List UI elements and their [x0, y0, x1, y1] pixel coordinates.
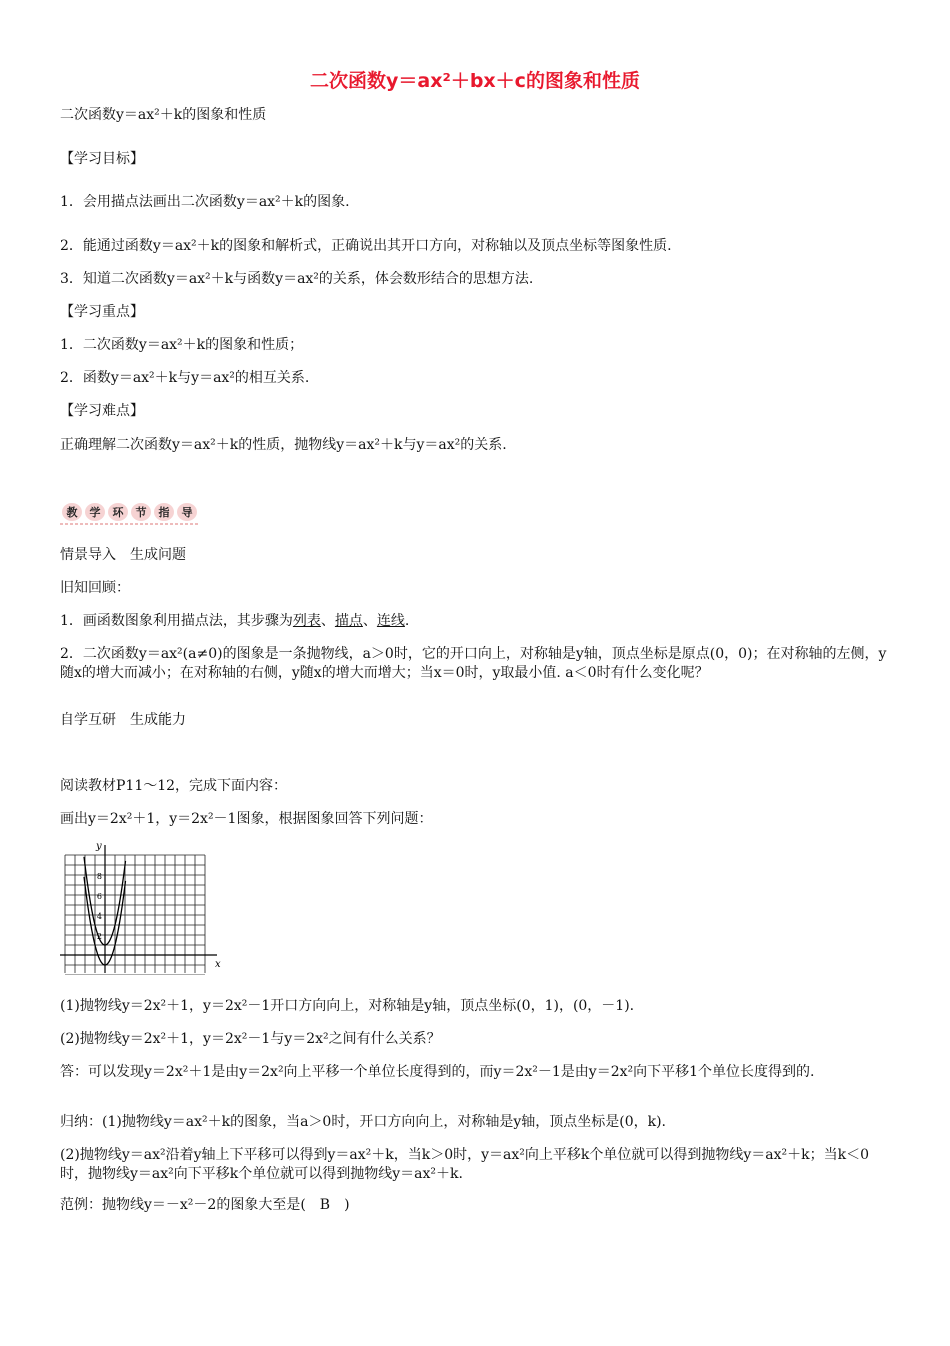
banner-char: 教	[66, 506, 78, 519]
banner-char: 环	[112, 506, 124, 519]
draw-task: 画出y＝2x²＋1，y＝2x²－1图象，根据图象回答下列问题：	[60, 811, 433, 827]
review-item-2: 2．二次函数y＝ax²(a≠0)的图象是一条抛物线，a＞0时，它的开口向上，对称轴是y轴，顶点坐标是原点(0，0)；在对称轴的左侧，y随x的增大而减小；在对称轴的右侧，y随x的增大而增大；当x＝0时，y取最小值. a＜0时有什么变化呢？	[60, 646, 887, 681]
question-1: (1)抛物线y＝2x²＋1，y＝2x²－1开口方向向上，对称轴是y轴，顶点坐标(0，1)，(0，－1).	[60, 998, 635, 1014]
summary-1: 归纳：(1)抛物线y＝ax²＋k的图象，当a＞0时，开口方向向上，对称轴是y轴，顶点坐标是(0，k).	[60, 1114, 667, 1130]
section-situation: 情景导入 生成问题	[60, 547, 186, 563]
subtitle: 二次函数y＝ax²＋k的图象和性质	[60, 107, 267, 123]
review-label: 旧知回顾：	[60, 580, 130, 596]
banner-char: 学	[89, 506, 101, 519]
goal-2: 2．能通过函数y＝ax²＋k的图象和解析式，正确说出其开口方向，对称轴以及顶点坐标等图象性质.	[60, 238, 672, 254]
answer-text: 答：可以发现y＝2x²＋1是由y＝2x²向上平移一个单位长度得到的，而y＝2x²－1是由y＝2x²向下平移1个单位长度得到的.	[60, 1064, 815, 1080]
y-tick-label: 6	[96, 892, 102, 901]
parabola-chart	[60, 840, 230, 975]
question-2: (2)抛物线y＝2x²＋1，y＝2x²－1与y＝2x²之间有什么关系？	[60, 1031, 441, 1047]
y-tick-label: 8	[96, 872, 102, 881]
summary-2: (2)抛物线y＝ax²沿着y轴上下平移可以得到y＝ax²＋k，当k＞0时，y＝ax²向上平移k个单位就可以得到抛物线y＝ax²＋k；当k＜0时，抛物线y＝ax²向下平移k个单位就可以得到抛物线y＝ax²＋k.	[60, 1147, 870, 1182]
review-item-1: 1．画函数图象利用描点法，其步骤为列表、描点、连线.	[60, 613, 410, 629]
teaching-guide-banner	[60, 500, 200, 526]
reading-instruction: 阅读教材P11～12，完成下面内容：	[60, 778, 288, 794]
key-2: 2．函数y＝ax²＋k与y＝ax²的相互关系.	[60, 370, 310, 386]
key-header: 【学习重点】	[60, 304, 144, 320]
goal-1: 1．会用描点法画出二次函数y＝ax²＋k的图象.	[60, 194, 350, 210]
key-1: 1．二次函数y＝ax²＋k的图象和性质；	[60, 337, 304, 353]
y-axis-label: y	[96, 841, 102, 852]
banner-char: 指	[158, 506, 170, 519]
goals-header: 【学习目标】	[60, 151, 144, 167]
difficulty-header: 【学习难点】	[60, 403, 144, 419]
banner-char: 导	[181, 506, 193, 519]
y-tick-label: 2	[96, 932, 102, 941]
goal-3: 3．知道二次函数y＝ax²＋k与函数y＝ax²的关系，体会数形结合的思想方法.	[60, 271, 534, 287]
difficulty-text: 正确理解二次函数y＝ax²＋k的性质，抛物线y＝ax²＋k与y＝ax²的关系.	[60, 437, 507, 453]
banner-char: 节	[135, 506, 147, 519]
x-axis-label: x	[215, 959, 221, 970]
y-tick-label: 4	[96, 912, 102, 921]
example: 范例：抛物线y＝－x²－2的图象大至是( B )	[60, 1197, 350, 1213]
section-selfstudy: 自学互研 生成能力	[60, 712, 186, 728]
document-title: 二次函数y＝ax²＋bx＋c的图象和性质	[310, 70, 640, 92]
